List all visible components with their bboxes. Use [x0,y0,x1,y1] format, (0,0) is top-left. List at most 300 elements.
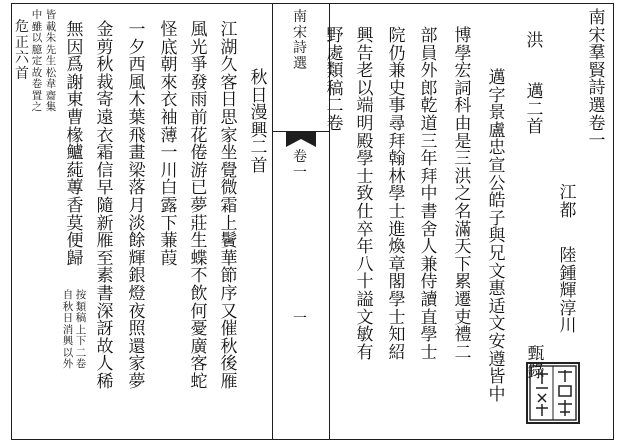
biography-text-char: 直 [420,307,438,328]
poem-line-text-char: 東 [66,90,84,111]
poem-title-text-char: 二 [250,138,268,159]
annotation-text-char: 類 [75,300,87,313]
poem-line-text-char: 莊 [190,213,208,234]
biography-text-char: 科 [454,96,472,117]
preface-text-char: 首 [15,65,29,82]
editor-role-text-char: 甄 [527,344,545,364]
biography-line [384,28,410,362]
poem-line-text-char: 信 [96,160,114,181]
poem-line-text-char: 燈 [128,283,146,304]
poem-line-text [221,22,238,391]
compiler-place [560,185,577,220]
poem-line-text-char: 剪 [96,37,114,58]
biography-text-char: 兄 [488,243,506,264]
biography-text-char: 殿 [356,131,374,152]
poem-line-text-char: 新 [96,213,114,234]
footnote-line-text-char: 露 [160,195,178,216]
center-leaf-number [286,312,314,328]
poem-line-text-char: 前 [190,107,208,128]
poem-line-text-char: 風 [190,20,208,40]
poet-name-char: 洪 [526,31,544,51]
poem-line-text-char: 憂 [190,319,208,340]
annotation-text-char: 稿 [75,312,87,324]
footnote-line-text-char: 怪 [160,20,178,40]
biography-text-char: 興 [356,26,374,46]
poem-line-text-char: 落 [128,178,146,199]
poet-name [527,33,544,51]
poem-line-text-char: 夢 [190,195,208,216]
biography-text-char: 八 [356,254,374,275]
biography-text-char: 卷 [326,113,344,134]
poem-line-text [97,22,114,391]
footnote-line-text-char: 蒹 [160,231,178,252]
preface-text-char: 皆 [45,9,57,21]
biography-text [389,28,406,362]
poem-line-text-char: 已 [190,178,208,199]
biography-text-char: 景 [488,103,506,124]
biography-text-char: 類 [326,61,344,82]
poem-line-text-char: 莫 [66,213,84,234]
editor-name-char: 鍾 [559,263,577,284]
poem-line-text-char: 風 [128,72,146,93]
poem-count [526,99,544,138]
biography-text-char: 中 [420,184,438,205]
poem-title-text-char: 首 [250,155,268,176]
footnote-line-text-char: 朝 [160,55,178,76]
poet-heading-2 [522,84,548,137]
biography-text-char: 适 [488,296,506,317]
biography-text-char: 遵 [488,349,506,370]
biography-text-char: 學 [454,43,472,64]
preface-text-char: 松 [45,66,57,79]
poem-line-text-char: 又 [220,301,238,322]
biography-text-char: 禮 [454,325,472,346]
volume-mark-text-char: 一 [293,164,307,181]
poem-count-char: 首 [526,117,544,138]
preface-text-char: 集 [45,101,57,113]
poem-line-text-char: 爲 [66,55,84,76]
poem-line-text-char: 江 [220,20,238,40]
poem-line-text-char: 金 [96,20,114,40]
biography-text-char: 端 [356,96,374,117]
collector-seal [526,362,580,424]
biography-text-char: 郎 [420,78,438,99]
running-title-text-char: 南 [588,8,606,28]
biography-text-char: 煥 [388,237,406,258]
annotation-text-char: 下 [75,335,87,347]
biography-text-char: 史 [388,78,406,99]
poem-line-text-char: 夕 [128,37,146,58]
footnote-line-text-char: 袖 [160,107,178,128]
preface-text-char: 臆 [31,43,43,56]
poem-line-text-char: 一 [128,20,146,40]
compiler-credit [555,185,581,220]
compiler-place-char: 都 [559,200,577,221]
book-name-text-char: 南 [293,9,307,25]
preface-text-char: 中 [31,9,43,21]
biography-text-char: 三 [454,149,472,170]
preface-text-char: 雖 [31,20,43,33]
poem-line-text-char: 衣 [96,125,114,146]
poem-line-text-char: 蓴 [66,178,84,199]
annotation-text-char: 興 [62,335,74,347]
biography-text-char: 文 [356,307,374,328]
running-title-text-char: 宋 [588,25,606,46]
annotation-text [63,290,74,371]
poem-line-text-char: 木 [128,90,146,111]
footnote-line-text-char: 白 [160,178,178,199]
biography-text-char: 忠 [488,138,506,159]
biography-text-char: 學 [388,289,406,310]
poet-name-2-char: 邁 [526,82,544,102]
seal-lettering [527,361,578,422]
preface-line [14,20,30,82]
poem-line-text-char: 霜 [220,195,238,216]
biography-text-char: 卒 [356,219,374,240]
poem-line-text-char: 發 [190,72,208,93]
footnote-line-text-char: 底 [160,37,178,58]
biography-text-char: 文 [488,261,506,282]
poem-line [186,22,212,391]
preface-text-char: 以 [31,32,43,44]
preface-text-char: 卷 [31,78,43,90]
poet-heading [522,33,548,51]
biography-text-char: 天 [454,237,472,258]
center-margin-left-rule [272,3,273,440]
biography-text-char: 老 [356,61,374,82]
footnote-line-text-char: 一 [160,143,178,164]
poem-title-text-char: 日 [250,85,268,106]
compiler-place-char: 江 [559,183,577,203]
biography-text-char: 之 [454,184,472,205]
poem-line-text-char: 梁 [128,160,146,181]
preface-text [15,20,29,82]
book-name-text [293,10,307,72]
preface-text-char: 先 [45,43,57,56]
biography-text-char: 兼 [420,254,438,275]
biography-text-char: 處 [326,43,344,64]
book-name-text-char: 宋 [293,24,307,41]
poem-count-char: 二 [526,99,544,120]
volume-mark-text [293,150,307,181]
poem-line [156,22,182,268]
biography-text-char: 野 [326,26,344,46]
footnote-line-text-char: 下 [160,213,178,234]
biography-text-char: 書 [420,201,438,222]
biography-text-char: 子 [488,208,506,229]
preface-text-char: 六 [15,50,29,66]
poem-line-text-char: 銀 [128,266,146,287]
poem-line-text-char: 華 [220,248,238,269]
biography-text-char: 盧 [488,120,506,141]
biography-text-char: 以 [356,78,374,99]
poem-line-text-char: 蝶 [190,248,208,269]
biography-text-char: 稿 [326,78,344,99]
poem-line-text-char: 爭 [190,55,208,76]
poem-line-text-char: 因 [66,37,84,58]
preface-text-char: 載 [45,20,57,33]
poem-line-text-char: 蛇 [190,371,208,392]
biography-text-char: 學 [420,325,438,346]
biography-text-char: 安 [488,331,506,352]
poem-title-text-char: 興 [250,120,268,141]
biography-text-char: 兼 [388,61,406,82]
biography-text [327,28,344,134]
poem-line-text-char: 訝 [96,319,114,340]
poem-line [216,22,242,391]
biography-text [455,28,472,362]
poem-line-text-char: 後 [220,354,238,375]
annotation-text-char: 以 [62,346,74,359]
biography-text-char: 員 [420,43,438,64]
annotation-text-char: 外 [62,358,74,370]
editor-name [560,248,577,336]
preface-text-char: 齋 [45,89,57,102]
biography-text-char: 二 [326,96,344,117]
biography-text-char: 士 [420,342,438,363]
running-title-text-char: 賢 [588,60,606,81]
biography-text-char: 仕 [356,201,374,222]
biography-text-char: 士 [388,201,406,222]
biography-text-char: 道 [420,113,438,134]
poem-line-text-char: 湖 [220,37,238,58]
biography-text-char: 林 [388,166,406,187]
poem-line-text-char: 雁 [220,371,238,392]
footnote-line-text-char: 薄 [160,125,178,146]
poem-line-text-char: 故 [96,336,114,357]
poem-line-text-char: 蒓 [66,160,84,181]
poem-line-text-char: 秋 [220,336,238,357]
preface-text-char: 朱 [45,32,57,44]
running-title-text [589,10,606,151]
poem-line-text-char: 至 [96,248,114,269]
biography-text-char: 皆 [488,367,506,388]
biography-line [416,28,442,362]
biography-text-char: 詞 [454,78,472,99]
poem-line-text-char: 椽 [66,125,84,146]
poem-line-text-char: 無 [66,20,84,40]
biography-text-char: 是 [454,131,472,152]
editor-role-text-char: 錄 [527,361,545,382]
running-title-text-char: 詩 [588,78,606,99]
biography-text-char: 侍 [420,272,438,293]
biography-text-char: 中 [488,384,506,405]
biography-text-char: 敏 [356,325,374,346]
annotation-text-char: 卷 [75,358,87,370]
biography-text-char: 翰 [388,149,406,170]
biography-text-char: 邁 [488,68,506,88]
preface-text-char: 定 [31,55,43,67]
poem-line-text-char: 深 [96,301,114,322]
poem-line-text-char: 久 [220,55,238,76]
poem-line-text-char: 雨 [190,90,208,111]
biography-text-char: 與 [488,226,506,247]
poem-title-text-char: 秋 [250,68,268,88]
poem-line-text-char: 客 [220,72,238,93]
poem-title [246,70,272,176]
poem-line-text-char: 人 [96,354,114,375]
biography-text-char: 二 [454,342,472,363]
preface-text-char: 危 [15,19,29,35]
footnote-line-text-char: 衣 [160,90,178,111]
poem-line-text-char: 節 [220,266,238,287]
annotation-text-char: 二 [75,346,87,359]
poem-line-text-char: 月 [128,195,146,216]
biography-text-char: 公 [488,173,506,194]
poem-line-text-char: 序 [220,283,238,304]
biography-text-char: 舍 [420,219,438,240]
biography-text-char: 宣 [488,155,506,176]
poem-line-text-char: 廣 [190,336,208,357]
running-title-text-char: 羣 [588,43,606,64]
poem-line-text-char: 輝 [128,248,146,269]
footnote-line-text-char: 葭 [160,248,178,269]
biography-text-char: 文 [488,314,506,335]
poem-line-text-char: 催 [220,319,238,340]
annotation-text-char: 按 [75,289,87,301]
preface-text-char: 韋 [45,78,57,90]
biography-text-char: 尋 [388,113,406,134]
editor-name-char: 淳 [559,298,577,319]
preface-text [32,10,43,114]
biography-text-char: 拜 [388,131,406,152]
poem-line-text-char: 雁 [96,231,114,252]
annotation-line [74,290,88,371]
biography-text-char: 仍 [388,43,406,64]
poem-line-text-char: 遠 [96,107,114,128]
biography-text-char: 洪 [454,166,472,187]
biography-text-char: 三 [420,131,438,152]
poem-line-text-char: 歸 [66,248,84,269]
biography-text-char: 字 [488,85,506,106]
poem-line-text-char: 游 [190,160,208,181]
biography-text-char: 閣 [388,272,406,293]
leaf-number-text-char: 一 [293,311,307,327]
preface-text-char: 故 [31,66,43,79]
biography-text [421,28,438,362]
poem-line-text-char: 光 [190,37,208,58]
poem-line-text [191,22,208,391]
biography-text-char: 紹 [388,342,406,363]
biography-text-char: 皓 [488,191,506,212]
poem-line-text-char: 上 [220,213,238,234]
preface-text-char: 生 [45,55,57,67]
biography-text-char: 部 [420,26,438,46]
biography-text-char: 博 [454,26,472,46]
poem-line-text-char: 何 [190,301,208,322]
poem-line-text-char: 香 [66,195,84,216]
running-title [584,10,610,151]
poem-line-text-char: 日 [220,90,238,111]
poem-line-text-char: 素 [96,266,114,287]
poem-line-text-char: 秋 [96,55,114,76]
biography-text [489,70,506,404]
poem-line-text-char: 夜 [128,301,146,322]
book-name-text-char: 詩 [293,40,307,56]
biography-text-char: 滿 [454,219,472,240]
poem-line-text-char: 西 [128,55,146,76]
biography-text-char: 士 [356,166,374,187]
biography-text-char: 學 [356,149,374,170]
biography-text-char: 致 [356,184,374,205]
poem-line-text-char: 謝 [66,72,84,93]
biography-text-char: 進 [388,219,406,240]
biography-text-char: 事 [388,96,406,117]
poem-line-text-char: 淡 [128,213,146,234]
footnote-line-text-char: 川 [160,160,178,181]
poem-line-text-char: 倦 [190,143,208,164]
poem-line-text-char: 餘 [128,231,146,252]
poem-line-text-char: 飲 [190,283,208,304]
biography-line [450,28,476,362]
poem-line-text-char: 葉 [128,107,146,128]
biography-text-char: 明 [356,113,374,134]
poem-line-text-char: 生 [190,231,208,252]
biography-text-char: 累 [454,272,472,293]
preface-text-char: 正 [15,34,29,51]
running-title-text-char: 選 [588,95,606,116]
poem-line-text-char: 書 [96,283,114,304]
poem-line-text-char: 早 [96,178,114,199]
poem-line-text-char: 飛 [128,125,146,146]
poem-title-text [251,70,268,176]
biography-text-char: 讀 [420,289,438,310]
poem-line-text-char: 照 [128,319,146,340]
poem-line-text-char: 家 [220,125,238,146]
editor-name-char: 輝 [559,281,577,302]
biography-line [484,70,510,404]
preface-text-char: 置 [31,89,43,102]
biography-text-char: 人 [420,237,438,258]
biography-text-char: 乾 [420,96,438,117]
poem-line-text-char: 客 [190,354,208,375]
center-volume-mark [286,150,314,181]
footnote-line-text [161,22,178,268]
poem-line-text-char: 曹 [66,107,84,128]
editor-credit [555,248,581,336]
annotation-text-char: 自 [62,289,74,301]
poem-line [62,22,88,268]
biography-text-char: 院 [388,26,406,46]
biography-text-char: 年 [420,149,438,170]
poem-line-text-char: 坐 [220,143,238,164]
annotation-text-char: 日 [62,312,74,324]
biography-text-char: 外 [420,61,438,82]
biography-text-char: 謚 [356,289,374,310]
biography-text-char: 由 [454,113,472,134]
biography-text-char: 知 [388,325,406,346]
poem-line [124,22,150,391]
poem-title-text-char: 漫 [250,103,268,124]
poem-line-text [129,22,146,391]
preface-line [44,10,58,114]
center-book-name [286,10,314,72]
biography-text-char: 有 [356,342,374,363]
biography-line [352,28,378,362]
biography-text-char: 年 [356,237,374,258]
editor-name-char: 陸 [559,246,577,266]
poem-line [92,22,118,391]
poem-line-text-char: 思 [220,107,238,128]
biography-text-char: 名 [454,201,472,222]
annotation-line [61,290,75,371]
book-name-text-char: 選 [293,55,307,72]
biography-line [322,28,348,134]
footnote-line-text-char: 來 [160,72,178,93]
biography-text-char: 下 [454,254,472,275]
poem-line-text-char: 稀 [96,371,114,392]
biography-text-char: 惠 [488,279,506,300]
